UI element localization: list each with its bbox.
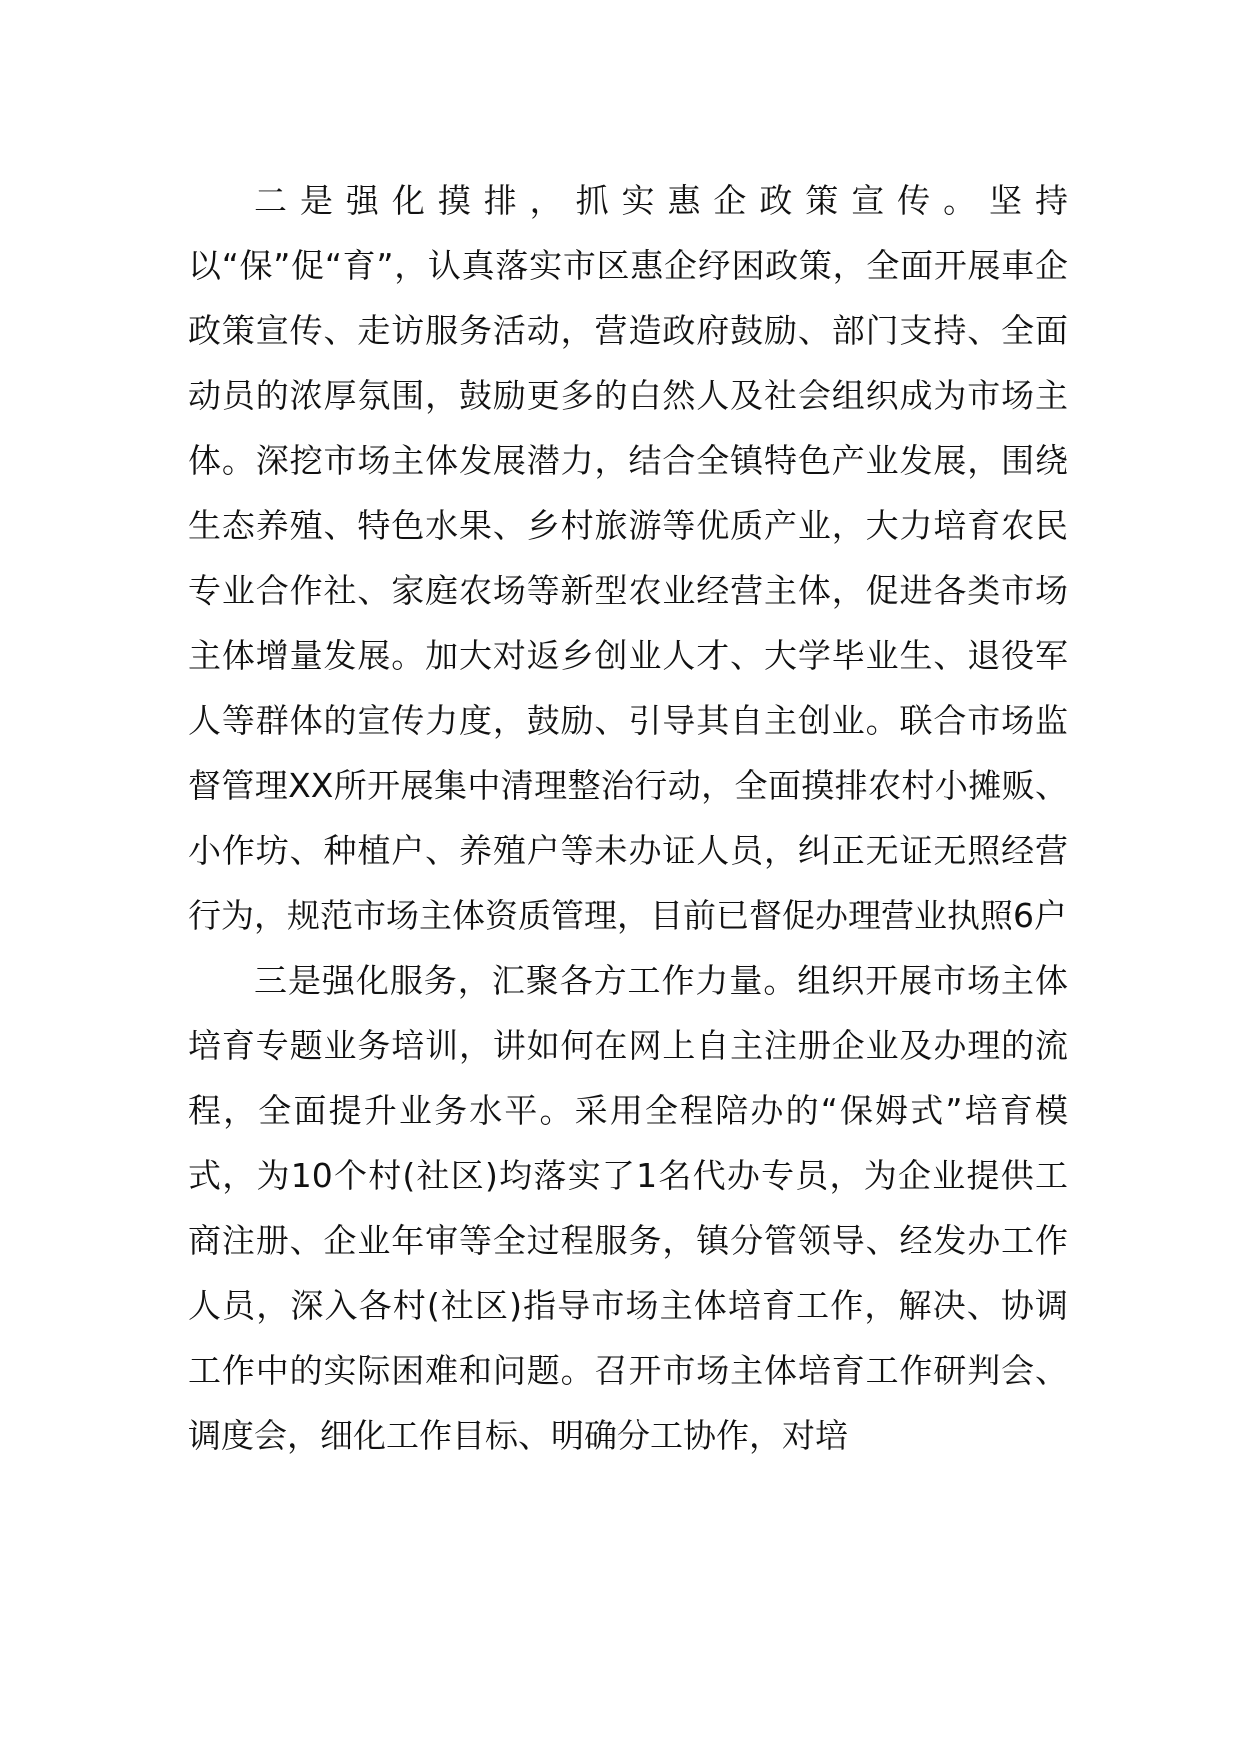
paragraph-strengthen-service: 三是强化服务，汇聚各方工作力量。组织开展市场主体培育专题业务培训，讲如何在网上自主注册企业及办理的流程，全面提升业务水平。采用全程陪办的“保姆式”培育模式，为10个村(社区)均落实了1名代办专员，为企业提供工商注册、企业年审等全过程服务，镇分管领导、经发办工作人员，深入各村(社区)指导市场主体培育工作，解决、协调工作中的实际困难和问题。召开市场主体培育工作研判会、调度会，细化工作目标、明确分工协作，对培 [188,961,1068,1455]
document-body [188,168,1068,1468]
paragraph-strengthen-survey: 二是强化摸排，抓实惠企政策宣传。坚持以“保”促“育”，认真落实市区惠企纾困政策，全面开展車企政策宣传、走访服务活动，营造政府鼓励、部门支持、全面动员的浓厚氛围，鼓励更多的白然人及社会组织成为市场主体。深挖市场主体发展潜力，结合全镇特色产业发展，围绕生态养殖、特色水果、乡村旅游等优质产业，大力培育农民专业合作社、家庭农场等新型农业经营主体，促进各类市场主体增量发展。加大对返乡创业人才、大学毕业生、退役军人等群体的宣传力度，鼓励、引导其自主创业。联合市场监督管理XX所开展集中清理整治行动，全面摸排农村小摊贩、小作坊、种植户、养殖户等未办证人员，纠正无证无照经营行为，规范市场主体资质管理，目前已督促办理营业执照6户 [188,181,1068,935]
